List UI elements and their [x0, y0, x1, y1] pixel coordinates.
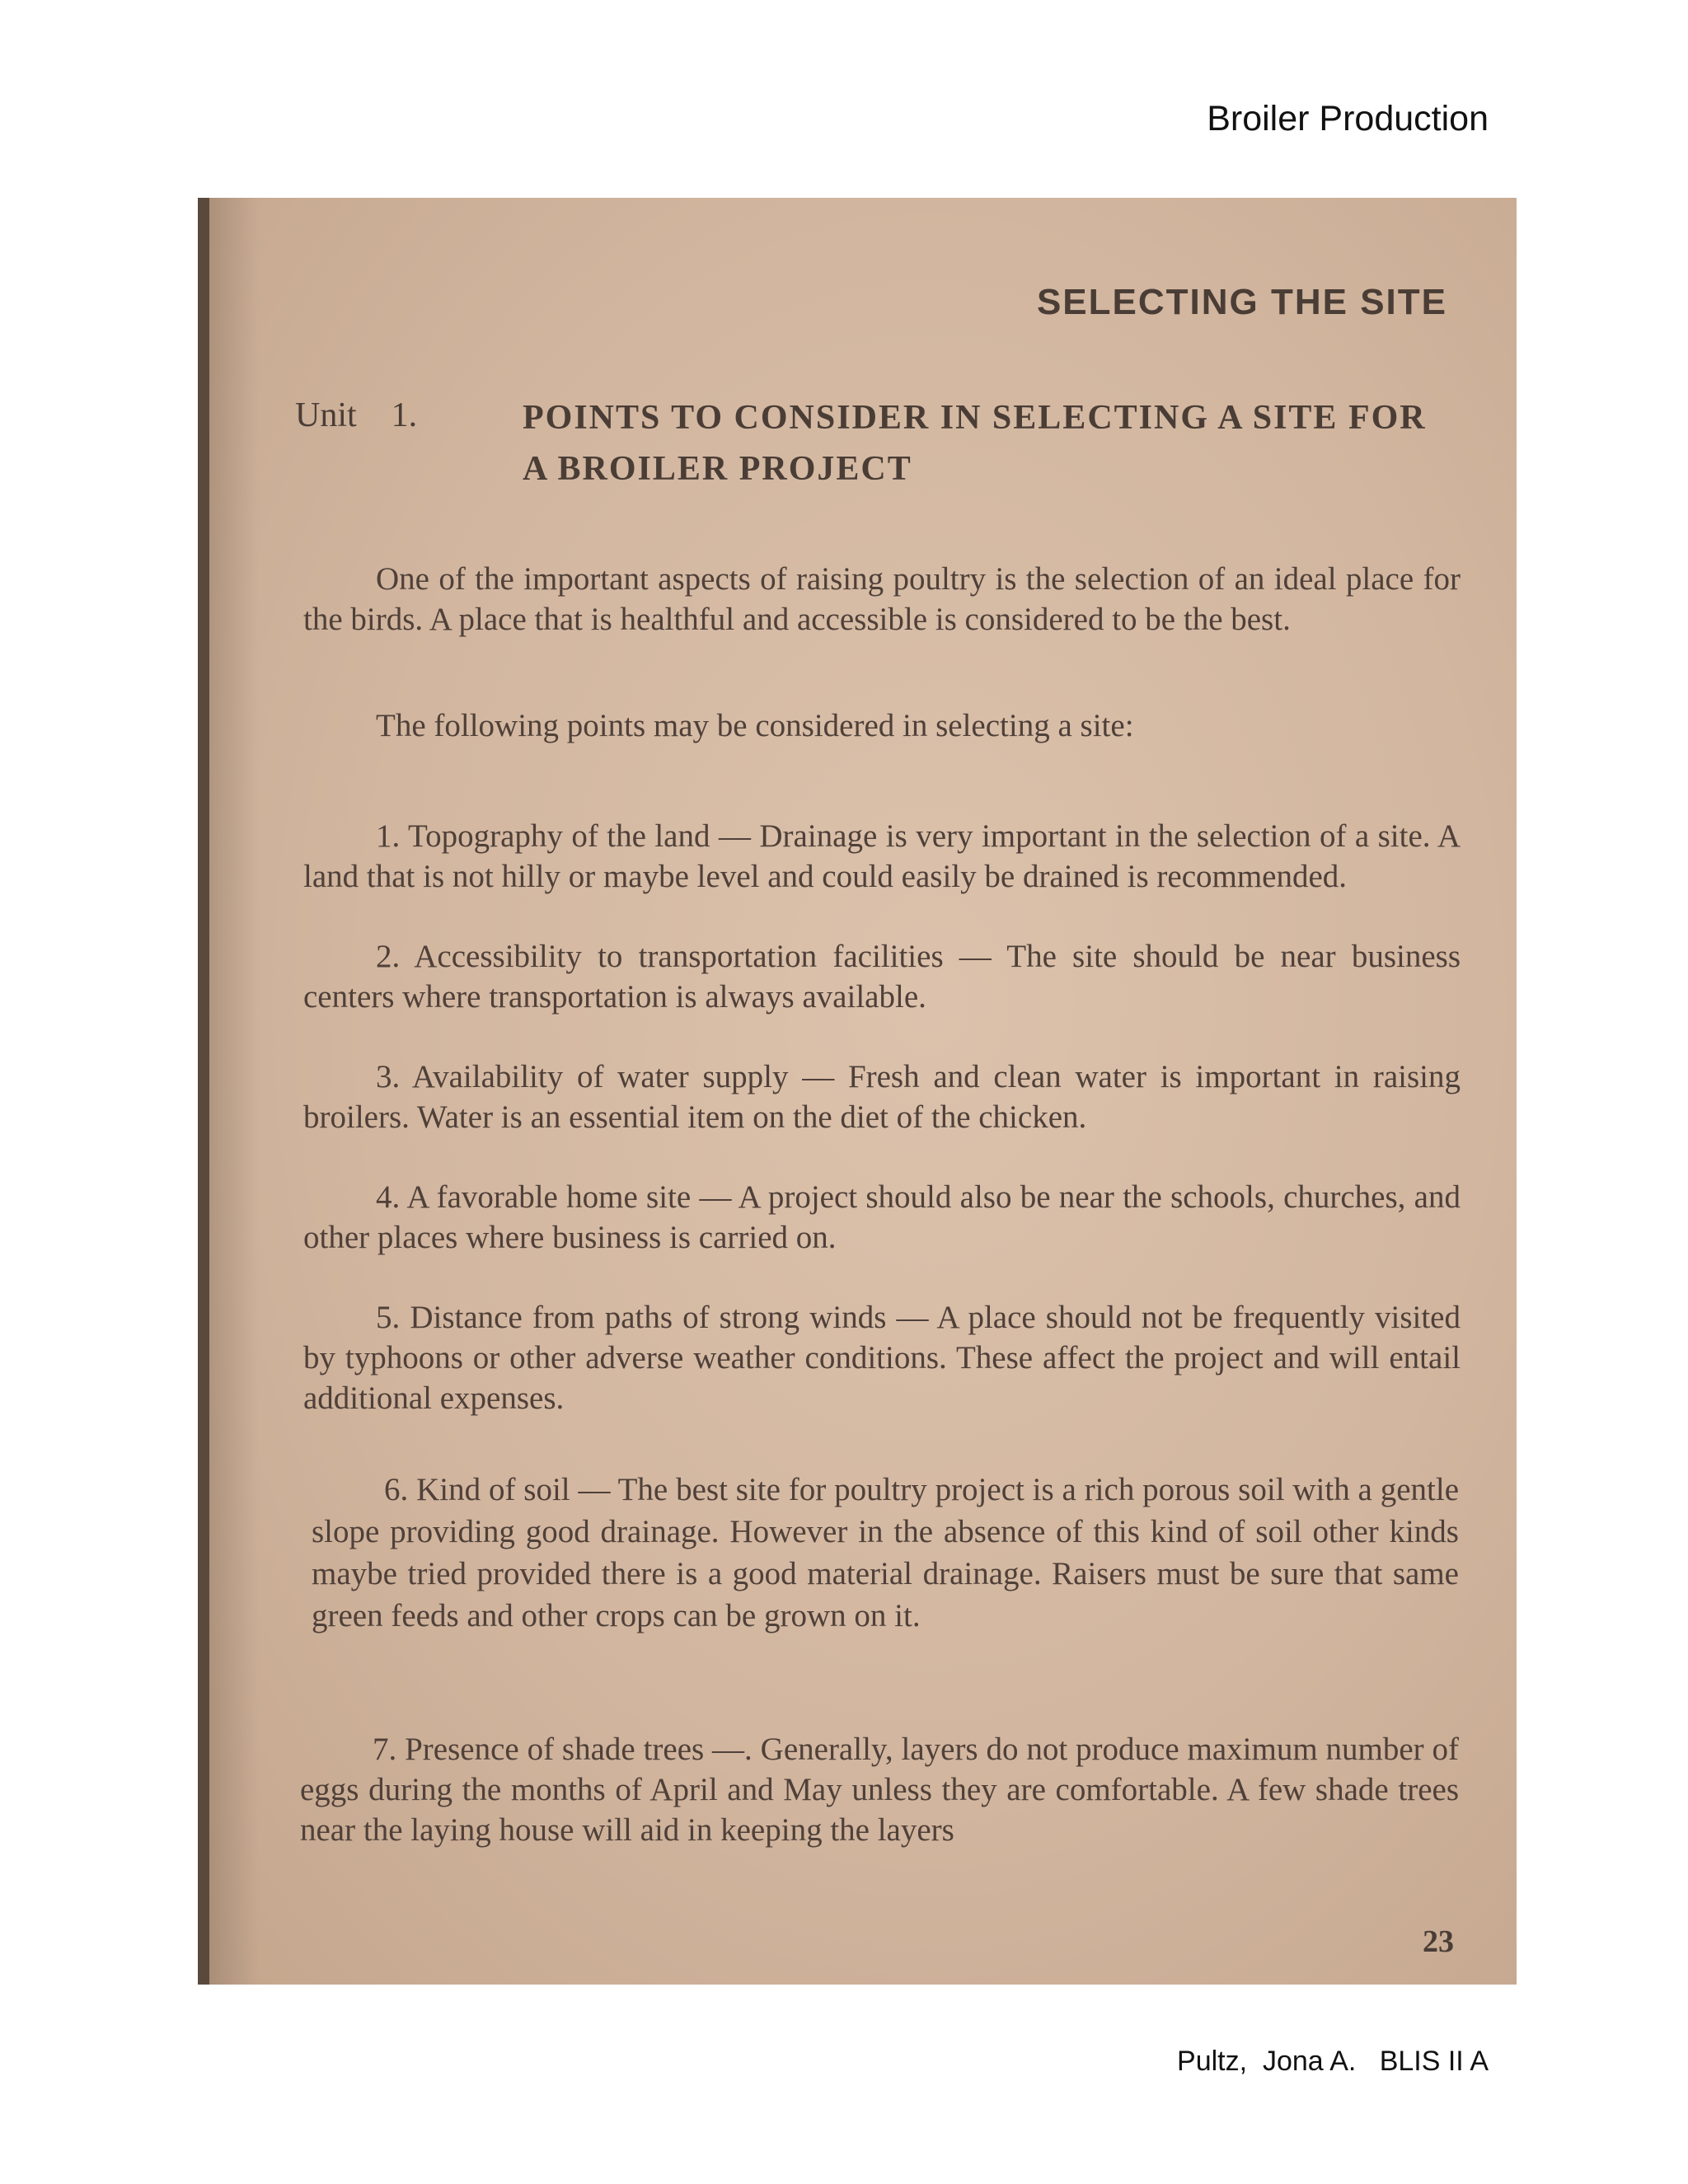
list-item-accessibility: 2. Accessibility to transportation facilities — The site should be near business centers where transportation is always available.	[303, 939, 1461, 1015]
list-item-shade-trees: 7. Presence of shade trees —. Generally, layers do not produce maximum number of eggs during the months of April and May unless they are comfortable. A few shade trees near the laying house will aid in keeping the layers	[300, 1732, 1459, 1848]
unit-title: POINTS TO CONSIDER IN SELECTING A SITE FOR A BROILER PROJECT	[523, 399, 1427, 488]
section-heading: SELECTING THE SITE	[1036, 282, 1447, 322]
lead-in-paragraph: The following points may be considered in selecting a site:	[376, 708, 1134, 743]
intro-paragraph: One of the important aspects of raising poultry is the selection of an ideal place for the birds. A place that is healthful and accessible is considered to be the best.	[303, 561, 1461, 637]
list-item-water-supply: 3. Availability of water supply — Fresh and clean water is important in raising broilers. Water is an essential item on the diet of the chicken.	[303, 1059, 1461, 1135]
document-header-title: Broiler Production	[1207, 99, 1489, 138]
document-footer-author: Pultz, Jona A. BLIS II A	[1177, 2046, 1489, 2077]
list-item-home-site: 4. A favorable home site — A project should also be near the schools, churches, and other places where business is carried on.	[303, 1179, 1461, 1255]
page-number: 23	[1423, 1924, 1454, 1959]
list-item-topography: 1. Topography of the land — Drainage is very important in the selection of a site. A land that is not hilly or maybe level and could easily be drained is recommended.	[303, 818, 1461, 894]
list-item-strong-winds: 5. Distance from paths of strong winds — A place should not be frequently visited by typhoons or other adverse weather conditions. These affect the project and will entail additional expenses.	[303, 1300, 1461, 1416]
scanned-book-page	[198, 198, 1517, 1985]
unit-label: Unit 1.	[295, 396, 418, 434]
list-item-soil: 6. Kind of soil — The best site for poultry project is a rich porous soil with a gentle slope providing good drainage. However in the absence of this kind of soil other kinds maybe tried provided there is a good material drainage. Raisers must be sure that same green feeds and other crops can be grown on it.	[312, 1472, 1459, 1633]
